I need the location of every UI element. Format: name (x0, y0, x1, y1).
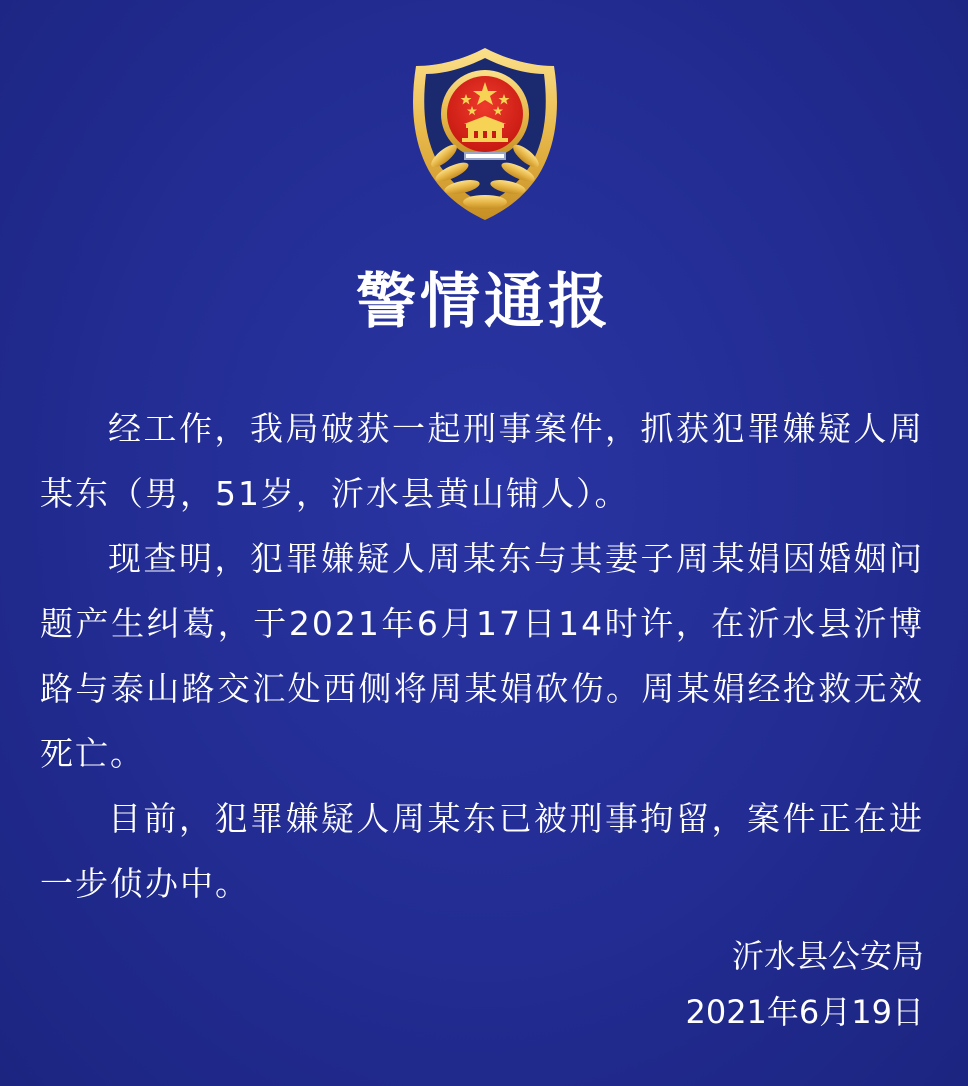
bulletin-paragraph: 目前，犯罪嫌疑人周某东已被刑事拘留，案件正在进一步侦办中。 (40, 799, 924, 903)
bulletin-paragraph: 经工作，我局破获一起刑事案件，抓获犯罪嫌疑人周某东（男，51岁，沂水县黄山铺人）。 (40, 409, 924, 513)
bulletin-body (40, 396, 924, 916)
bulletin-title: 警情通报 (356, 267, 612, 337)
bulletin-paragraph: 现查明，犯罪嫌疑人周某东与其妻子周某娟因婚姻问题产生纠葛，于2021年6月17日14时许，在沂水县沂博路与泰山路交汇处西侧将周某娟砍伤。周某娟经抢救无效死亡。 (40, 539, 924, 773)
police-badge-emblem-icon (404, 44, 566, 222)
signature-block (685, 928, 924, 1040)
issuer-name: 沂水县公安局 (731, 937, 924, 975)
issue-date: 2021年6月19日 (685, 993, 924, 1031)
